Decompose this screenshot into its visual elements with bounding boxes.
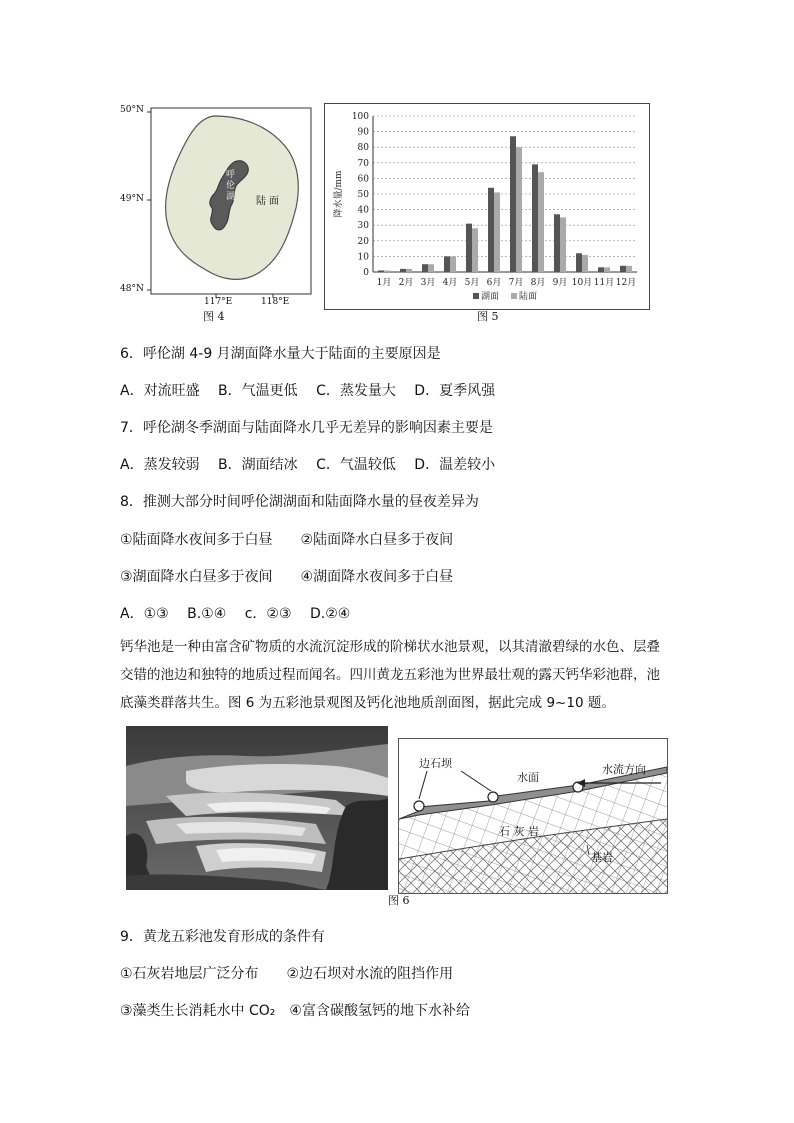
question-9-line2: ③藻类生长消耗水中 CO₂ ④富含碳酸氢钙的地下水补给 bbox=[120, 1003, 470, 1019]
question-7-options: A．蒸发较弱 B．湖面结冰 C．气温较低 D．温差较小 bbox=[120, 457, 496, 473]
x-tick-label: 10月 bbox=[571, 278, 593, 288]
figure-6-section bbox=[398, 738, 668, 894]
chart-svg bbox=[325, 104, 649, 309]
figure-6-caption: 图 6 bbox=[388, 894, 410, 907]
y-axis-label: 降水量/mm bbox=[334, 170, 344, 218]
bar-陆面 bbox=[582, 255, 588, 272]
bar-陆面 bbox=[560, 217, 566, 272]
label-dam: 边石坝 bbox=[419, 757, 452, 770]
figure-4-map bbox=[118, 100, 318, 323]
lon-label-117: 117°E bbox=[204, 297, 233, 307]
x-tick-label: 5月 bbox=[464, 278, 480, 288]
bar-陆面 bbox=[472, 228, 478, 272]
intro-line-3: 底藻类群落共生。图 6 为五彩池景观图及钙化池地质剖面图，据此完成 9~10 题。 bbox=[120, 695, 615, 711]
figure-6-photo bbox=[126, 726, 388, 890]
label-limestone: 石 灰 岩 bbox=[499, 825, 539, 838]
y-tick-label: 80 bbox=[357, 143, 369, 154]
question-9-line1: ①石灰岩地层广泛分布 ②边石坝对水流的阻挡作用 bbox=[120, 966, 454, 982]
y-tick-label: 50 bbox=[357, 190, 369, 200]
bar-湖面 bbox=[378, 270, 384, 272]
bar-陆面 bbox=[516, 147, 522, 272]
x-tick-label: 1月 bbox=[376, 278, 392, 288]
bar-陆面 bbox=[494, 192, 500, 272]
bar-湖面 bbox=[532, 164, 538, 272]
y-tick-label: 60 bbox=[357, 174, 369, 185]
label-bedrock: 基岩 bbox=[591, 851, 613, 864]
lat-label-48: 48°N bbox=[120, 284, 144, 294]
x-tick-label: 11月 bbox=[593, 278, 615, 288]
bar-湖面 bbox=[598, 267, 604, 272]
y-tick-label: 90 bbox=[357, 127, 369, 138]
question-8-line1: ①陆面降水夜间多于白昼 ②陆面降水白昼多于夜间 bbox=[120, 532, 454, 548]
y-tick-label: 20 bbox=[357, 236, 369, 247]
bar-湖面 bbox=[488, 188, 494, 272]
question-6-stem: 6．呼伦湖 4-9 月湖面降水量大于陆面的主要原因是 bbox=[120, 346, 441, 362]
x-tick-label: 8月 bbox=[530, 278, 546, 288]
x-tick-label: 12月 bbox=[615, 278, 637, 288]
label-water: 水面 bbox=[517, 771, 539, 784]
bar-陆面 bbox=[626, 266, 632, 272]
question-8-options: A．①③ B.①④ c．②③ D.②④ bbox=[120, 606, 351, 622]
map-svg bbox=[118, 100, 318, 320]
x-tick-label: 6月 bbox=[486, 278, 502, 288]
lake-label: 呼伦湖 bbox=[226, 170, 236, 202]
legend-swatch bbox=[473, 293, 479, 299]
figure-5-chart bbox=[324, 103, 650, 310]
figure-5-caption: 图 5 bbox=[477, 310, 499, 323]
bar-湖面 bbox=[620, 266, 626, 272]
bar-陆面 bbox=[384, 270, 390, 272]
bar-湖面 bbox=[444, 256, 450, 272]
land-label: 陆面 bbox=[256, 196, 282, 207]
bar-湖面 bbox=[510, 136, 516, 272]
question-6-options: A．对流旺盛 B．气温更低 C．蒸发量大 D．夏季风强 bbox=[120, 383, 496, 399]
lat-label-50: 50°N bbox=[120, 105, 144, 115]
question-7-stem: 7．呼伦湖冬季湖面与陆面降水几乎无差异的影响因素主要是 bbox=[120, 420, 493, 436]
bar-陆面 bbox=[450, 256, 456, 272]
bar-陆面 bbox=[428, 264, 434, 272]
question-8-stem: 8．推测大部分时间呼伦湖湖面和陆面降水量的昼夜差异为 bbox=[120, 494, 479, 510]
question-8-line2: ③湖面降水白昼多于夜间 ④湖面降水夜间多于白昼 bbox=[120, 569, 454, 585]
bar-陆面 bbox=[604, 267, 610, 272]
question-9-stem: 9．黄龙五彩池发育形成的条件有 bbox=[120, 929, 325, 945]
bar-湖面 bbox=[400, 269, 406, 272]
x-tick-label: 4月 bbox=[442, 278, 458, 288]
x-tick-label: 2月 bbox=[398, 278, 414, 288]
intro-paragraph bbox=[120, 633, 680, 717]
x-tick-label: 9月 bbox=[552, 278, 568, 288]
terrace-photo-illustration bbox=[126, 726, 388, 890]
y-tick-label: 0 bbox=[363, 268, 369, 278]
bar-湖面 bbox=[422, 264, 428, 272]
y-tick-label: 70 bbox=[357, 158, 369, 169]
legend-swatch bbox=[511, 293, 517, 299]
y-tick-label: 40 bbox=[357, 205, 369, 216]
x-tick-label: 7月 bbox=[508, 278, 524, 288]
figure-4-caption: 图 4 bbox=[203, 310, 225, 323]
intro-line-1: 钙华池是一种由富含矿物质的水流沉淀形成的阶梯状水池景观，以其清澈碧绿的水色、层叠 bbox=[120, 639, 660, 655]
intro-line-2: 交错的池边和独特的地质过程而闻名。四川黄龙五彩池为世界最壮观的露天钙华彩池群，池 bbox=[120, 667, 660, 683]
label-flow-direction: 水流方向 bbox=[602, 763, 646, 776]
lat-label-49: 49°N bbox=[120, 194, 144, 204]
y-tick-label: 10 bbox=[357, 252, 369, 263]
bar-湖面 bbox=[576, 253, 582, 272]
y-tick-label: 100 bbox=[351, 112, 369, 122]
bar-陆面 bbox=[406, 269, 412, 272]
y-tick-label: 30 bbox=[357, 221, 369, 232]
x-tick-label: 3月 bbox=[420, 278, 436, 288]
legend-label: 湖面 bbox=[481, 292, 500, 302]
bar-湖面 bbox=[554, 214, 560, 272]
bar-陆面 bbox=[538, 172, 544, 272]
bar-湖面 bbox=[466, 224, 472, 272]
legend-label: 陆面 bbox=[519, 292, 538, 302]
lon-label-118: 118°E bbox=[261, 297, 290, 307]
